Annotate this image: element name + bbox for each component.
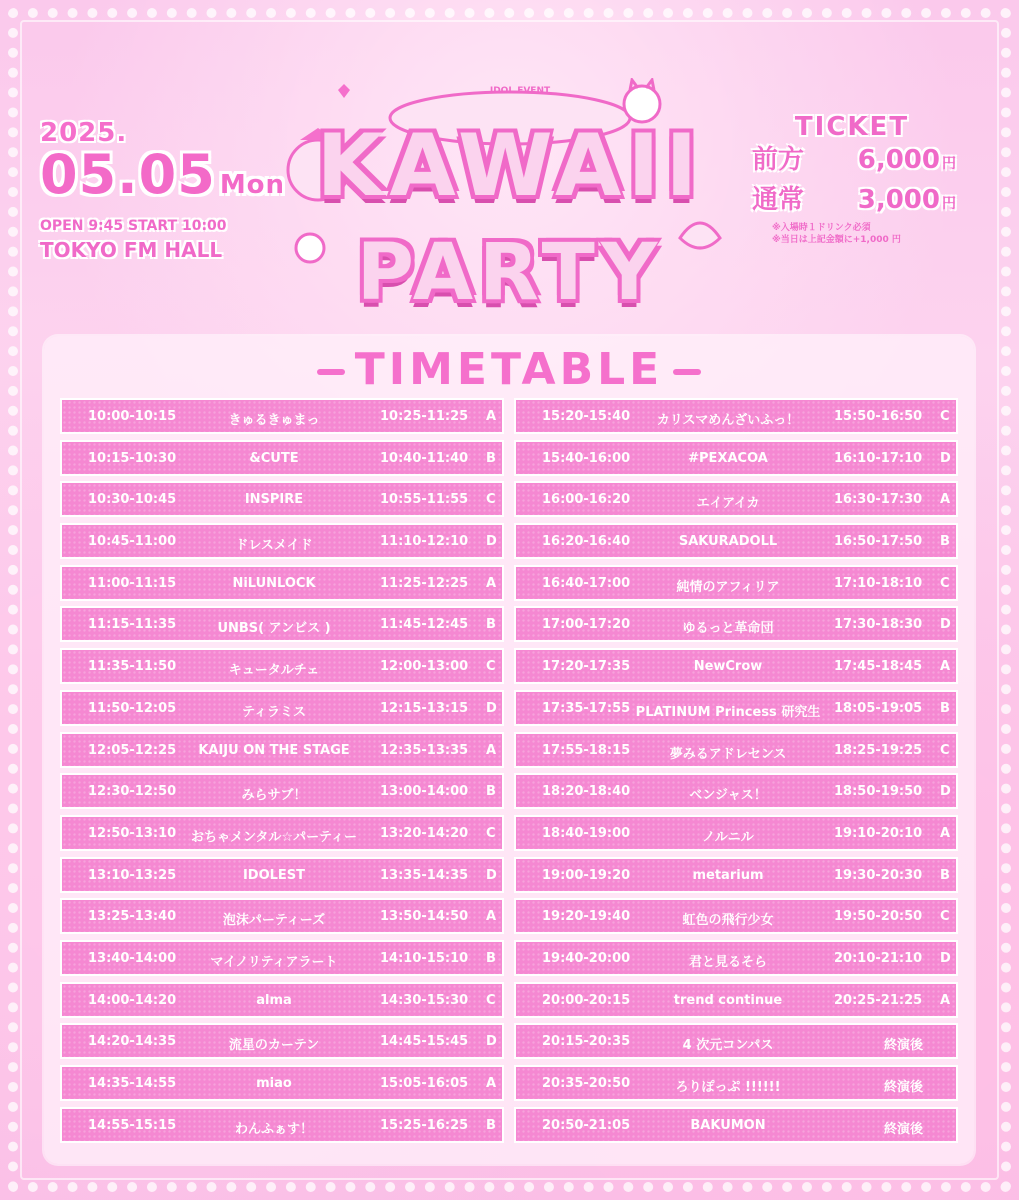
timetable-panel: [44, 336, 974, 1164]
greeting-time: 18:25-19:25: [834, 742, 923, 758]
greeting-stage: D: [940, 450, 951, 466]
greeting-time: 13:50-14:50: [380, 909, 469, 925]
greeting-time: 18:05-19:05: [834, 700, 923, 716]
performer-name: カリスマめんざいふっ！: [656, 413, 800, 428]
timetable-row: [60, 481, 504, 517]
ticket-title: TICKET: [794, 112, 910, 142]
greeting-stage: D: [486, 534, 497, 550]
title-dash-left: [317, 369, 345, 375]
performer-name: 4 次元コンパス: [682, 1038, 774, 1054]
greeting-time: 15:50-16:50: [834, 409, 923, 424]
greeting-time: 19:50-20:50: [834, 909, 923, 925]
timetable-row: [60, 1107, 504, 1143]
performance-time: 11:50-12:05: [88, 700, 177, 716]
performer-name: NewCrow: [693, 659, 763, 675]
ticket-info: [752, 112, 956, 246]
greeting-time: 10:40-11:40: [380, 450, 469, 466]
greeting-time: 15:25-16:25: [380, 1117, 469, 1133]
performance-time: 16:20-16:40: [542, 534, 631, 550]
greeting-time: 20:10-21:10: [834, 950, 923, 966]
ticket-note-door: ※当日は上記金額に+1,000 円: [772, 235, 901, 245]
performer-name: INSPIRE: [244, 492, 304, 508]
performer-name: PLATINUM Princess 研究生: [635, 704, 821, 720]
timetable-row: [514, 690, 958, 726]
greeting-stage: D: [486, 1034, 497, 1050]
performer-name: 虹色の飛行少女: [682, 913, 774, 929]
greeting-stage: B: [486, 1117, 496, 1133]
performer-name: 純情のアフィリア: [676, 579, 780, 595]
greeting-stage: D: [940, 950, 951, 966]
performance-time: 19:40-20:00: [542, 950, 631, 966]
open-start-time: OPEN 9:45 START 10:00: [40, 218, 227, 234]
greeting-stage: D: [486, 867, 497, 883]
performance-time: 14:00-14:20: [88, 992, 177, 1008]
greeting-time: 15:05-16:05: [380, 1076, 469, 1091]
greeting-stage: C: [486, 492, 496, 508]
timetable-heading: [44, 344, 974, 395]
timetable-row: [514, 982, 958, 1018]
timetable-row: [60, 523, 504, 559]
timetable-row: [514, 898, 958, 934]
performer-name: みらサブ！: [241, 788, 307, 804]
greeting-stage: D: [940, 617, 951, 633]
timetable-row: [514, 773, 958, 809]
performer-name: 夢みるアドレセンス: [669, 746, 787, 762]
performer-name: 君と見るそら: [688, 954, 767, 970]
greeting-time: 14:45-15:45: [380, 1034, 469, 1050]
greeting-stage: A: [486, 409, 497, 424]
performance-time: 10:15-10:30: [88, 450, 177, 466]
greeting-time: 18:50-19:50: [834, 784, 923, 800]
greeting-stage: C: [486, 659, 496, 675]
performer-name: ゆるっと革命団: [682, 621, 774, 637]
timetable-column-right: [514, 398, 958, 1148]
greeting-stage: A: [940, 825, 951, 841]
timetable-row: [60, 565, 504, 601]
performer-name: わんふぁす！: [234, 1121, 313, 1137]
greeting-time: 12:35-13:35: [380, 742, 469, 758]
timetable-row: [514, 940, 958, 976]
performer-name: KAIJU ON THE STAGE: [198, 742, 350, 758]
performer-name: おちゃメンタル☆パーティー: [190, 829, 358, 845]
performance-time: 20:15-20:35: [542, 1034, 631, 1050]
timetable-row: [514, 606, 958, 642]
greeting-stage: D: [486, 700, 497, 716]
timetable-title: TIMETABLE: [354, 344, 664, 395]
performer-name: #PEXACOA: [688, 450, 768, 466]
greeting-stage: A: [940, 992, 951, 1008]
timetable-row: [514, 1107, 958, 1143]
performance-time: 17:00-17:20: [542, 617, 631, 633]
greeting-time: 13:20-14:20: [380, 825, 469, 841]
timetable-row: [60, 440, 504, 476]
greeting-time: 16:50-17:50: [834, 534, 923, 550]
greeting-time: 11:10-12:10: [380, 534, 469, 550]
performance-time: 17:55-18:15: [542, 742, 631, 758]
greeting-stage: A: [486, 1076, 497, 1091]
performance-time: 11:15-11:35: [88, 617, 177, 633]
timetable-row: [60, 398, 504, 434]
performer-name: alma: [256, 992, 292, 1008]
logo-tagline: IDOL EVENT: [489, 86, 551, 96]
performance-time: 15:40-16:00: [542, 450, 631, 466]
performance-time: 10:00-10:15: [88, 409, 177, 424]
greeting-stage: C: [940, 575, 950, 591]
greeting-stage: C: [940, 742, 950, 758]
performance-time: 12:05-12:25: [88, 742, 177, 758]
timetable-row: [514, 481, 958, 517]
timetable-row: [60, 815, 504, 851]
logo-party: PARTY: [356, 228, 664, 318]
event-date: [40, 143, 286, 212]
greeting-time: 16:30-17:30: [834, 492, 923, 508]
event-weekday: Mon: [219, 170, 286, 200]
performance-time: 20:35-20:50: [542, 1076, 631, 1091]
performance-time: 19:00-19:20: [542, 867, 631, 883]
performance-time: 17:20-17:35: [542, 659, 631, 675]
performer-name: ノルニル: [702, 829, 754, 845]
greeting-stage: C: [486, 992, 496, 1008]
performance-time: 11:35-11:50: [88, 659, 177, 675]
performer-name: ティラミス: [242, 704, 306, 720]
performance-time: 13:10-13:25: [88, 867, 177, 883]
timetable-row: [60, 1065, 504, 1101]
greeting-stage: A: [486, 909, 497, 925]
timetable-row: [60, 940, 504, 976]
timetable-row: [60, 982, 504, 1018]
greeting-time: 16:10-17:10: [834, 450, 923, 466]
greeting-stage: B: [486, 950, 496, 966]
greeting-stage: B: [486, 617, 496, 633]
performer-name: SAKURADOLL: [678, 534, 778, 550]
timetable-row: [514, 523, 958, 559]
performer-name: ベンジャス！: [689, 788, 767, 804]
greeting-stage: A: [486, 742, 497, 758]
timetable-row: [514, 1023, 958, 1059]
timetable-row: [60, 1023, 504, 1059]
performance-time: 11:00-11:15: [88, 575, 177, 591]
logo-kawaii: KAWAII: [316, 116, 704, 216]
greeting-time: 14:30-15:30: [380, 992, 469, 1008]
timetable-row: [514, 398, 958, 434]
performer-name: 流星のカーテン: [228, 1038, 320, 1054]
greeting-time: 20:25-21:25: [834, 992, 923, 1008]
performance-time: 16:00-16:20: [542, 492, 631, 508]
title-dash-right: [673, 369, 701, 375]
timetable-row: [60, 898, 504, 934]
greeting-time: 11:25-12:25: [380, 575, 469, 591]
performer-name: ろりぽっぷ !!!!!!: [675, 1080, 781, 1095]
greeting-time: 19:10-20:10: [834, 825, 923, 841]
performance-time: 20:50-21:05: [542, 1117, 631, 1133]
performance-time: 18:40-19:00: [542, 825, 631, 841]
timetable-row: [514, 1065, 958, 1101]
regular-price-row: [752, 182, 956, 222]
performer-name: ドレスメイド: [235, 538, 313, 554]
greeting-time: 13:35-14:35: [380, 867, 469, 883]
performance-time: 14:35-14:55: [88, 1076, 177, 1091]
timetable-row: [60, 606, 504, 642]
timetable-row: [60, 773, 504, 809]
yen-unit: 円: [942, 156, 956, 172]
performer-name: 泡沫パーティーズ: [222, 913, 326, 929]
greeting-stage: C: [486, 825, 496, 841]
regular-price: 3,000: [857, 185, 940, 215]
event-month-day: 05.05: [40, 143, 216, 206]
performer-name: BAKUMON: [690, 1117, 766, 1133]
advance-price: 6,000: [857, 145, 940, 175]
timetable-row: [60, 690, 504, 726]
performance-time: 19:20-19:40: [542, 909, 631, 925]
greeting-stage: B: [486, 784, 496, 800]
performer-name: IDOLEST: [242, 867, 306, 883]
greeting-time: 17:45-18:45: [834, 659, 923, 675]
timetable-row: [60, 857, 504, 893]
event-year: 2025.: [40, 118, 128, 148]
ticket-note-drink: ※入場時１ドリンク必須: [772, 223, 871, 233]
performance-time: 12:30-12:50: [88, 784, 177, 800]
timetable-row: [514, 648, 958, 684]
greeting-time: 17:10-18:10: [834, 575, 923, 591]
performance-time: 10:45-11:00: [88, 534, 177, 550]
greeting-time: 17:30-18:30: [834, 617, 923, 633]
performance-time: 18:20-18:40: [542, 784, 631, 800]
performance-time: 10:30-10:45: [88, 492, 177, 508]
regular-label: 通常: [752, 185, 805, 215]
timetable-column-left: [60, 398, 504, 1148]
timetable-row: [514, 440, 958, 476]
performer-name: マイノリティアラート: [210, 954, 338, 970]
performer-name: エイアイカ: [696, 496, 760, 512]
performance-time: 13:25-13:40: [88, 909, 177, 925]
timetable-row: [60, 732, 504, 768]
greeting-time: 12:15-13:15: [380, 700, 469, 716]
greeting-time: 終演後: [884, 1038, 924, 1054]
performer-name: &CUTE: [249, 450, 299, 466]
greeting-time: 終演後: [884, 1121, 924, 1137]
performer-name: trend continue: [673, 992, 783, 1008]
greeting-stage: B: [940, 867, 950, 883]
performer-name: UNBS( アンビス ): [217, 621, 331, 637]
greeting-stage: D: [940, 784, 951, 800]
yen-unit: 円: [942, 196, 956, 212]
greeting-stage: B: [940, 534, 950, 550]
performance-time: 12:50-13:10: [88, 825, 177, 841]
greeting-stage: A: [486, 575, 497, 591]
timetable-row: [514, 732, 958, 768]
greeting-time: 13:00-14:00: [380, 784, 469, 800]
performance-time: 15:20-15:40: [542, 409, 631, 424]
greeting-time: 終演後: [884, 1080, 924, 1095]
advance-price-row: [752, 142, 956, 182]
timetable-row: [514, 565, 958, 601]
performance-time: 14:20-14:35: [88, 1034, 177, 1050]
performer-name: metarium: [692, 867, 764, 883]
performance-time: 16:40-17:00: [542, 575, 631, 591]
greeting-time: 12:00-13:00: [380, 659, 469, 675]
performance-time: 17:35-17:55: [542, 700, 631, 716]
performance-time: 13:40-14:00: [88, 950, 177, 966]
performance-time: 20:00-20:15: [542, 992, 631, 1008]
greeting-time: 14:10-15:10: [380, 950, 469, 966]
timetable-row: [60, 648, 504, 684]
performance-time: 14:55-15:15: [88, 1117, 177, 1133]
kawaii-party-logo: [280, 78, 740, 318]
performer-name: きゅるきゅまっ: [228, 413, 320, 428]
greeting-time: 10:25-11:25: [380, 409, 469, 424]
greeting-stage: C: [940, 909, 950, 925]
advance-label: 前方: [752, 145, 805, 175]
performer-name: キュータルチェ: [228, 663, 320, 679]
greeting-stage: B: [940, 700, 950, 716]
event-date-block: [40, 118, 285, 262]
timetable-row: [514, 815, 958, 851]
performer-name: NiLUNLOCK: [232, 575, 316, 591]
greeting-time: 11:45-12:45: [380, 617, 469, 633]
timetable-row: [514, 857, 958, 893]
greeting-stage: A: [940, 659, 951, 675]
greeting-time: 19:30-20:30: [834, 867, 923, 883]
greeting-stage: C: [940, 409, 950, 424]
greeting-stage: A: [940, 492, 951, 508]
event-venue: TOKYO FM HALL: [40, 238, 223, 262]
greeting-stage: B: [486, 450, 496, 466]
greeting-time: 10:55-11:55: [380, 492, 469, 508]
performer-name: miao: [256, 1076, 292, 1091]
